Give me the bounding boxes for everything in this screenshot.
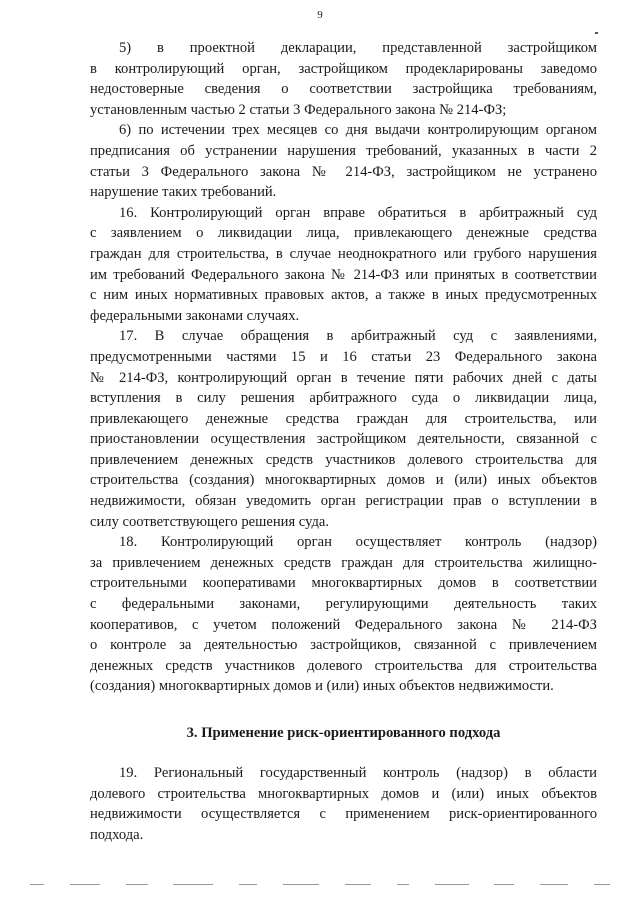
scan-dash (283, 884, 319, 885)
paragraph-line: о контроле за деятельностью застройщиков, связанной с привлечением (90, 637, 597, 654)
scan-dash (70, 884, 100, 885)
paragraph-line: долевого строительства многоквартирных домов и (или) иных объектов (90, 785, 597, 802)
scan-artifact (595, 32, 598, 34)
document-body (90, 38, 597, 845)
paragraph-line: 16. Контролирующий орган вправе обратиться в арбитражный суд (119, 204, 597, 221)
page-number: 9 (317, 9, 323, 21)
paragraph-line: граждан для строительства, в случае неоднократного или грубого нарушения (90, 245, 597, 262)
paragraph-line: недостоверные сведения о соответствии застройщика требованиям, (90, 81, 597, 98)
paragraph-line: предписания об устранении нарушения требований, указанных в части 2 (90, 142, 597, 159)
paragraph-line: с заявлением о ликвидации лица, привлекающего денежные средства (90, 225, 597, 242)
scan-dash (173, 884, 213, 885)
paragraph-line: (создания) многоквартирных домов и (или) иных объектов недвижимости. (90, 678, 554, 695)
scan-dash (345, 884, 371, 885)
scan-noise-footer (30, 884, 610, 890)
scan-dash (494, 884, 514, 885)
paragraph-line: с ним иных нормативных правовых актов, а также в иных предусмотренных (90, 287, 597, 304)
paragraph-line: нарушение таких требований. (90, 184, 277, 201)
paragraph-item-17 (90, 326, 597, 532)
paragraph-item-19 (90, 763, 597, 845)
paragraph-line: 18. Контролирующий орган осуществляет контроль (надзор) (119, 534, 597, 551)
paragraph-item-18 (90, 532, 597, 697)
paragraph-item-6 (90, 120, 597, 202)
paragraph-line: им требований Федерального закона № 214-ФЗ или принятых в соответствии (90, 266, 597, 283)
paragraph-line: 17. В случае обращения в арбитражный суд с заявлениями, (119, 328, 597, 345)
paragraph-line: приостановлении осуществления застройщиком деятельности, связанной с (90, 431, 597, 448)
scan-dash (594, 884, 610, 885)
scan-dash (435, 884, 469, 885)
paragraph-line: предусмотренными частями 15 и 16 статьи 23 Федерального закона (90, 348, 597, 365)
paragraph-item-16 (90, 203, 597, 327)
scan-dash (540, 884, 568, 885)
paragraph-line: привлекающего денежные средства граждан для строительства, или (90, 410, 597, 427)
paragraph-line: № 214-ФЗ, контролирующий орган в течение пяти рабочих дней с даты (90, 369, 597, 386)
paragraph-line: привлечением денежных средств участников долевого строительства для (90, 451, 597, 468)
paragraph-line: вступления в силу решения арбитражного суда о ликвидации лица, (90, 390, 597, 407)
paragraph-line: установленным частью 2 статьи 3 Федерального закона № 214-ФЗ; (90, 101, 507, 118)
paragraph-line: 6) по истечении трех месяцев со дня выдачи контролирующим органом (119, 122, 597, 139)
paragraph-line: денежных средств участников долевого строительства для строительства (90, 657, 597, 674)
paragraph-line: кооперативов, с учетом положений Федерального закона № 214-ФЗ (90, 616, 597, 633)
scan-dash (30, 884, 44, 885)
section-heading: 3. Применение риск-ориентированного подхода (186, 725, 501, 741)
paragraph-line: федеральными законами случаях. (90, 307, 300, 324)
paragraph-line: силу соответствующего решения суда. (90, 513, 330, 530)
scan-dash (239, 884, 257, 885)
paragraph-line: за привлечением денежных средств граждан для строительства жилищно- (90, 554, 597, 571)
scan-dash (397, 884, 409, 885)
paragraph-line: строительства (создания) многоквартирных домов и (или) иных объектов (90, 472, 597, 489)
paragraph-line: подхода. (90, 826, 144, 843)
paragraph-line: 19. Региональный государственный контроль (надзор) в области (119, 765, 597, 781)
paragraph-line: 5) в проектной декларации, представленной застройщиком (119, 40, 597, 56)
paragraph-line: строительными кооперативами многоквартирных домов в соответствии (90, 575, 597, 592)
paragraph-line: в контролирующий орган, застройщиком продекларированы заведомо (90, 60, 597, 77)
paragraph-line: статьи 3 Федерального закона № 214-ФЗ, застройщиком не устранено (90, 163, 597, 180)
paragraph-line: недвижимости осуществляется с применением риск-ориентированного (90, 806, 597, 823)
paragraph-item-5 (90, 38, 597, 120)
paragraph-line: недвижимости, обязан уведомить орган регистрации прав о вступлении в (90, 493, 597, 510)
scan-dash (126, 884, 148, 885)
paragraph-line: с федеральными законами, регулирующими деятельность таких (90, 596, 597, 613)
